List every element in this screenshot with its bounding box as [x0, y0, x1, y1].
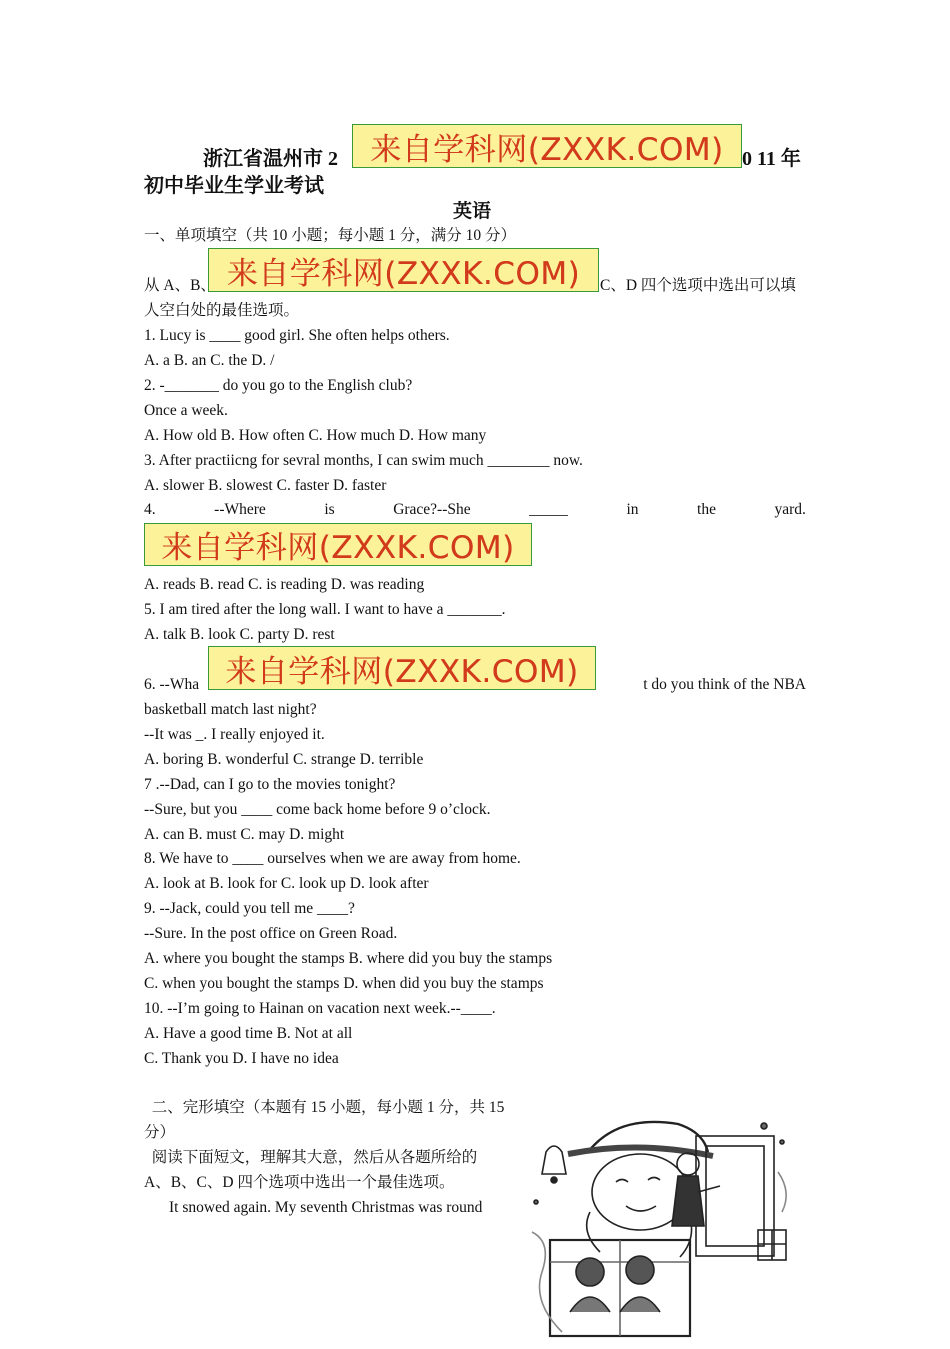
question-2-answer: Once a week.: [144, 402, 228, 419]
question-4-options: A. reads B. read C. is reading D. was reading: [144, 576, 425, 593]
question-10-options-a: A. Have a good time B. Not at all: [144, 1025, 353, 1042]
watermark-banner: 来自学科网(ZXXK.COM): [208, 646, 596, 690]
question-5: 5. I am tired after the long wall. I want to have a _______.: [144, 601, 506, 618]
question-4: [144, 500, 806, 520]
section1-intro-a: 从 A、B、: [144, 277, 216, 294]
question-3: 3. After practiicng for sevral months, I can swim much ________ now.: [144, 452, 583, 469]
section1-intro-b: C、D 四个选项中选出可以填: [600, 277, 796, 294]
question-8-options: A. look at B. look for C. look up D. look after: [144, 875, 429, 892]
q4-word: is: [324, 501, 335, 518]
q4-word: yard.: [774, 501, 806, 518]
q4-word: --Where: [214, 501, 266, 518]
question-7-options: A. can B. must C. may D. might: [144, 826, 345, 843]
christmas-illustration-icon: [528, 1112, 802, 1344]
question-10: 10. --I’m going to Hainan on vacation next week.--____.: [144, 1000, 496, 1017]
question-3-options: A. slower B. slowest C. faster D. faster: [144, 477, 387, 494]
watermark-banner: 来自学科网(ZXXK.COM): [144, 523, 532, 566]
question-7: 7 .--Dad, can I go to the movies tonight?: [144, 776, 396, 793]
doc-title-line2: 初中毕业生学业考试: [144, 175, 324, 197]
question-2: 2. -_______ do you go to the English club?: [144, 377, 413, 394]
q4-word: _____: [529, 501, 568, 518]
question-2-options: A. How old B. How often C. How much D. How many: [144, 427, 487, 444]
question-7-answer: --Sure, but you ____ come back home before 9 o’clock.: [144, 801, 491, 818]
q4-word: 4.: [144, 501, 156, 518]
section2-instruction-b: A、B、C、D 四个选项中选出一个最佳选项。: [144, 1174, 455, 1191]
question-9-answer: --Sure. In the post office on Green Road.: [144, 925, 398, 942]
question-6-answer: --It was _. I really enjoyed it.: [144, 726, 325, 743]
q4-word: in: [626, 501, 639, 518]
question-6-c: basketball match last night?: [144, 701, 317, 718]
watermark-banner: 来自学科网(ZXXK.COM): [208, 248, 599, 292]
q4-word: the: [697, 501, 716, 518]
watermark-banner: 来自学科网(ZXXK.COM): [352, 124, 742, 168]
question-1: 1. Lucy is ____ good girl. She often helps others.: [144, 327, 450, 344]
illustration-drawing: [528, 1112, 802, 1344]
question-9: 9. --Jack, could you tell me ____?: [144, 900, 355, 917]
doc-title-part1: 浙江省温州市 2: [203, 148, 338, 170]
question-6-b: t do you think of the NBA: [643, 676, 806, 693]
question-9-options-a: A. where you bought the stamps B. where did you buy the stamps: [144, 950, 553, 967]
question-9-options-b: C. when you bought the stamps D. when did you buy the stamps: [144, 975, 544, 992]
section1-heading: 一、单项填空（共 10 小题；每小题 1 分，满分 10 分）: [144, 227, 517, 244]
section2-heading-b: 分）: [144, 1124, 176, 1141]
question-8: 8. We have to ____ ourselves when we are away from home.: [144, 850, 521, 867]
question-5-options: A. talk B. look C. party D. rest: [144, 626, 335, 643]
passage-start: It snowed again. My seventh Christmas was round: [169, 1199, 483, 1216]
doc-title-part2: 0 11 年: [742, 148, 801, 170]
q4-word: Grace?--She: [393, 501, 471, 518]
section2-heading-a: 二、完形填空（本题有 15 小题，每小题 1 分，共 15: [144, 1099, 505, 1116]
question-6-options: A. boring B. wonderful C. strange D. terrible: [144, 751, 424, 768]
question-1-options: A. a B. an C. the D. /: [144, 352, 275, 369]
question-10-options-b: C. Thank you D. I have no idea: [144, 1050, 339, 1067]
section1-intro-c: 人空白处的最佳选项。: [144, 302, 300, 319]
doc-subject: 英语: [453, 201, 492, 222]
question-6-a: 6. --Wha: [144, 676, 200, 693]
section2-instruction-a: 阅读下面短文，理解其大意，然后从各题所给的: [144, 1149, 478, 1166]
